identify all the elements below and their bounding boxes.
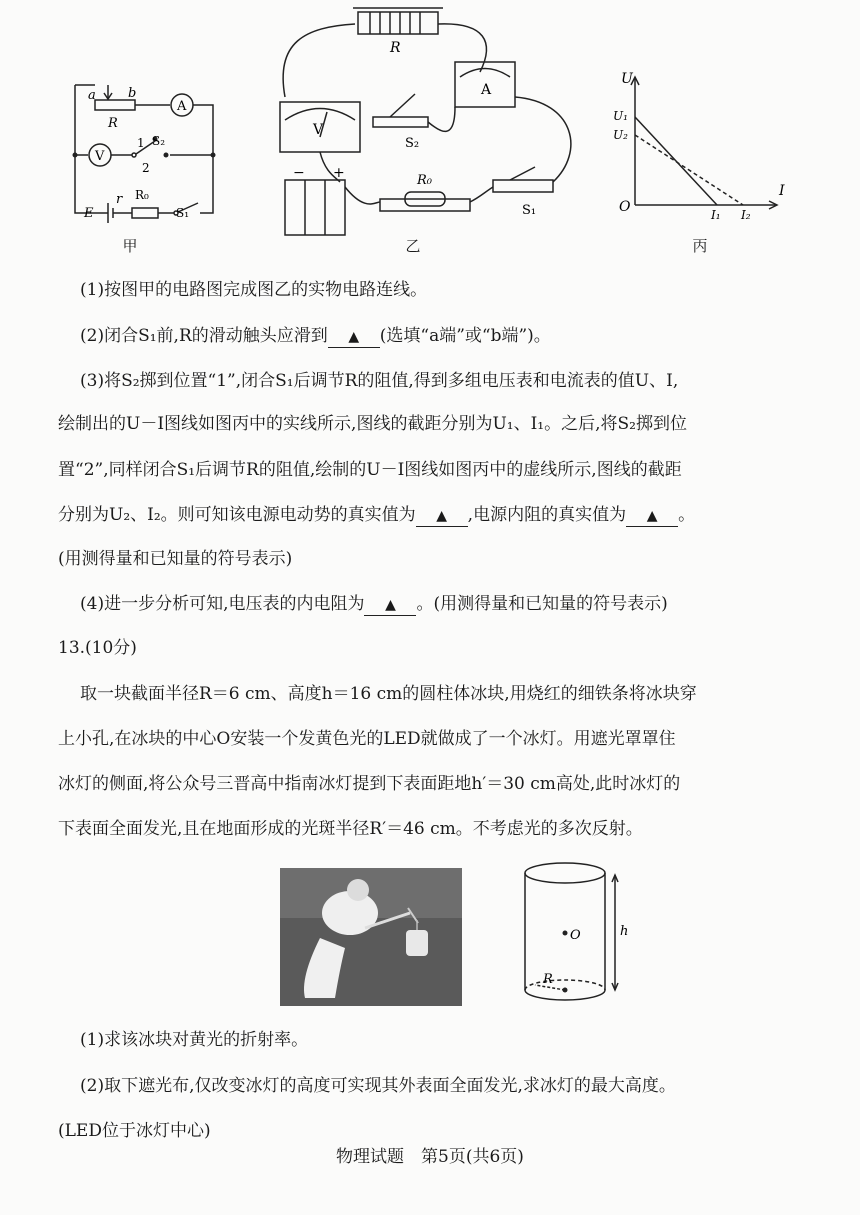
- caption-bing: 丙: [692, 237, 708, 255]
- label-U1: U₁: [613, 109, 628, 123]
- solid-line: [635, 117, 717, 205]
- yi-voltmeter-label: V: [313, 122, 324, 138]
- q12-part4: (4)进一步分析可知,电压表的内电阻为 ▲ 。(用测得量和已知量的符号表示): [80, 594, 668, 614]
- yi-label-R: R: [390, 40, 401, 56]
- yi-label-S1: S₁: [522, 203, 537, 218]
- origin-O: O: [619, 199, 631, 215]
- label-R0: R₀: [135, 188, 149, 202]
- label-R: R: [108, 116, 118, 131]
- answer-blank: ▲: [328, 327, 380, 348]
- q12-part2: (2)闭合S₁前,R的滑动触头应滑到 ▲ (选填“a端”或“b端”)。: [80, 326, 551, 346]
- axis-I: I: [779, 183, 785, 199]
- label-pos1: 1: [137, 136, 145, 150]
- q13-line2: 上小孔,在冰块的中心O安装一个发黄色光的LED就做成了一个冰灯。用遮光罩罩住: [58, 729, 676, 749]
- battery-minus: −: [293, 165, 305, 181]
- battery-plus: +: [333, 165, 345, 181]
- yi-label-S2: S₂: [405, 136, 420, 151]
- q12-part1: (1)按图甲的电路图完成图乙的实物电路连线。: [80, 280, 428, 300]
- q13-part2-line2: (LED位于冰灯中心): [58, 1121, 211, 1141]
- q13-line4: 下表面全面发光,且在地面形成的光斑半径R′＝46 cm。不考虑光的多次反射。: [58, 819, 643, 839]
- q13-line3: 冰灯的侧面,将公众号三晋高中指南冰灯提到下表面距地h′＝30 cm高处,此时冰灯的: [58, 774, 681, 794]
- label-E: E: [84, 206, 94, 221]
- q12-part3-line5: (用测得量和已知量的符号表示): [58, 549, 293, 569]
- caption-yi: 乙: [405, 237, 421, 255]
- ui-graph-bing: [605, 65, 795, 225]
- yi-ammeter-label: A: [481, 82, 492, 98]
- dashed-line: [635, 135, 743, 205]
- q13-heading: 13.(10分): [58, 638, 137, 658]
- q13-part2-line1: (2)取下遮光布,仅改变冰灯的高度可实现其外表面全面发光,求冰灯的最大高度。: [80, 1076, 676, 1096]
- answer-blank: ▲: [364, 595, 416, 616]
- label-S2: S₂: [152, 134, 166, 148]
- label-r: r: [116, 192, 123, 207]
- label-b: b: [128, 86, 137, 101]
- label-a: a: [88, 88, 96, 103]
- q12-part3-line3: 置“2”,同样闭合S₁后调节R的阻值,绘制的U－I图线如图丙中的虚线所示,图线的截距: [58, 460, 682, 480]
- page-footer: 物理试题 第5页(共6页): [336, 1147, 524, 1167]
- label-I1: I₁: [711, 208, 721, 222]
- cylinder-diagram: [515, 855, 635, 1010]
- q12-part3-line1: (3)将S₂掷到位置“1”,闭合S₁后调节R的阻值,得到多组电压表和电流表的值U、I,: [80, 371, 679, 391]
- yi-label-R0: R₀: [417, 173, 432, 188]
- label-U2: U₂: [613, 128, 628, 142]
- q12-part3-line2: 绘制出的U－I图线如图丙中的实线所示,图线的截距分别为U₁、I₁。之后,将S₂掷到位: [58, 414, 687, 434]
- q13-part1: (1)求该冰块对黄光的折射率。: [80, 1030, 309, 1050]
- q12-part3-line4: 分别为U₂、I₂。则可知该电源电动势的真实值为 ▲ ,电源内阻的真实值为 ▲ 。: [58, 505, 696, 525]
- answer-blank: ▲: [626, 506, 678, 527]
- label-pos2: 2: [142, 161, 150, 175]
- q13-line1: 取一块截面半径R＝6 cm、高度h＝16 cm的圆柱体冰块,用烧红的细铁条将冰块穿: [80, 684, 697, 704]
- ammeter-symbol: A: [177, 99, 187, 114]
- answer-blank: ▲: [416, 506, 468, 527]
- cyl-label-h: h: [620, 924, 629, 939]
- apparatus-figure-yi: [255, 2, 595, 242]
- label-S1: S₁: [176, 206, 190, 220]
- ice-lamp-photo: [280, 868, 462, 1006]
- label-I2: I₂: [741, 208, 751, 222]
- voltmeter-symbol: V: [95, 149, 105, 164]
- cyl-label-O: O: [570, 928, 581, 943]
- caption-jia: 甲: [122, 237, 138, 255]
- circuit-diagram-jia: [60, 75, 225, 225]
- axis-U: U: [621, 71, 633, 87]
- cyl-label-R: R: [543, 972, 553, 987]
